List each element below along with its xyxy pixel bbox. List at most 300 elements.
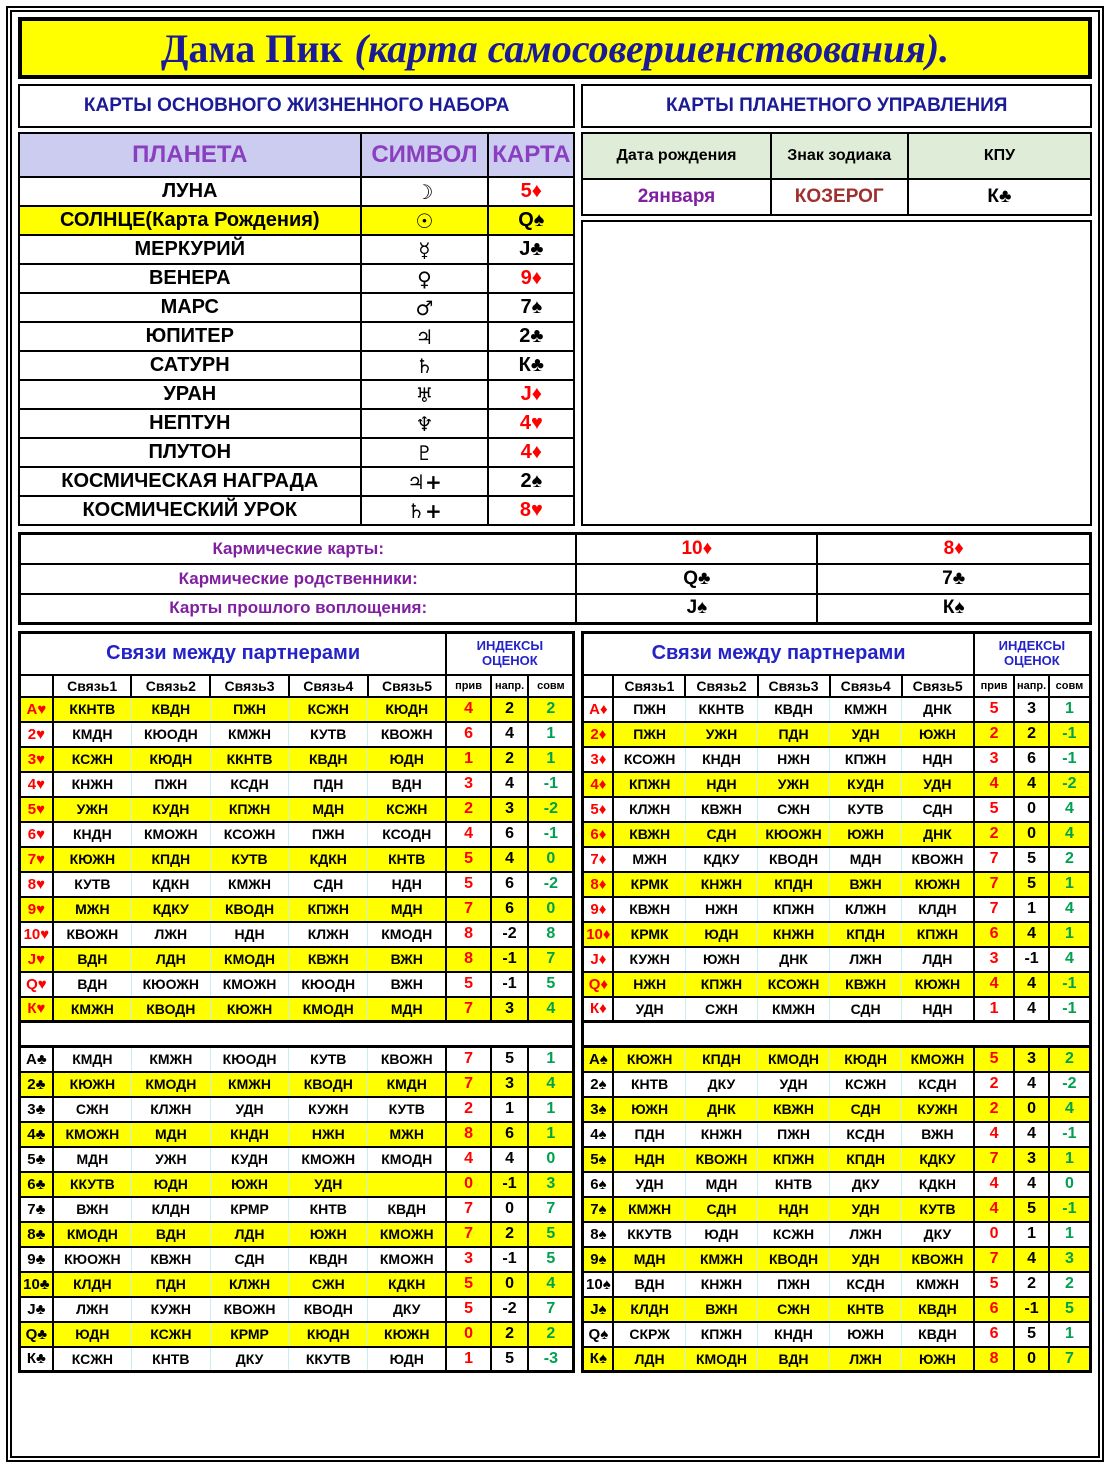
index-priv: 4 [446,822,490,847]
column-link5: Связь5 [368,675,447,697]
link-cell: ЮДН [368,747,447,772]
index-priv: 7 [974,1147,1015,1172]
link-cell: СДН [289,872,368,897]
index-priv: 5 [974,797,1015,822]
link-cell: КМЖН [685,1247,757,1272]
relations-title: Связи между партнерами [20,633,447,675]
relations-title-row [20,633,574,675]
relations-table-left [18,631,575,1373]
link-cell: ВДН [613,1272,685,1297]
planet-card: 8♥ [488,496,574,525]
link-cell: ПДН [758,722,830,747]
link-cell: КМЖН [830,697,902,722]
index-priv: 8 [974,1347,1015,1372]
link-cell: КМОЖН [368,1247,447,1272]
relations-body-left [20,697,574,1372]
link-cell: КУТВ [53,872,132,897]
planet-name: НЕПТУН [19,409,361,438]
planet-card: 5♦ [488,177,574,206]
link-cell: ВЖН [830,872,902,897]
card-label: Q♥ [20,972,53,997]
link-cell: КДКН [131,872,210,897]
index-sovm: 2 [1049,1272,1091,1297]
index-napr: 6 [491,1122,529,1147]
planet-symbol: ♀ [361,264,489,293]
index-priv: 0 [446,1322,490,1347]
index-priv: 5 [446,1297,490,1322]
planet-symbol: ♆ [361,409,489,438]
index-priv: 6 [446,722,490,747]
planet-row [19,264,574,293]
index-sovm: 1 [1049,697,1091,722]
card-label: А♥ [20,697,53,722]
index-napr: 4 [491,1147,529,1172]
index-sovm: 0 [528,847,574,872]
planet-name: МАРС [19,293,361,322]
card-label: К♦ [583,997,613,1022]
link-cell: КНТВ [289,1197,368,1222]
relation-row [20,997,574,1022]
link-cell: ККНТВ [210,747,289,772]
card-label: 9♥ [20,897,53,922]
link-cell: ККУТВ [53,1172,132,1197]
link-cell: ЮЖН [830,1322,902,1347]
page-frame [6,6,1104,1462]
index-sovm: 1 [528,1047,574,1072]
link-cell: ПЖН [613,697,685,722]
relation-row [20,972,574,997]
index-priv: 3 [446,772,490,797]
index-sovm: -1 [1049,997,1091,1022]
index-napr: 0 [1014,822,1049,847]
link-cell: СЖН [685,997,757,1022]
relation-row [20,1222,574,1247]
index-priv: 2 [974,1097,1015,1122]
planet-name: ВЕНЕРА [19,264,361,293]
index-napr: -1 [491,972,529,997]
index-napr: 6 [491,822,529,847]
index-napr: 2 [491,747,529,772]
index-sovm: -1 [1049,972,1091,997]
link-cell: КРМК [613,922,685,947]
link-cell: КЮЖН [613,1047,685,1072]
link-cell: ВЖН [902,1122,974,1147]
link-cell: УЖН [131,1147,210,1172]
planet-name: ПЛУТОН [19,438,361,467]
link-cell: СЖН [53,1097,132,1122]
link-cell: КУДН [131,797,210,822]
link-cell: ЮЖН [902,722,974,747]
relation-row [583,1297,1091,1322]
index-napr: 0 [1014,1097,1049,1122]
link-cell: КМОЖН [289,1147,368,1172]
management-table [581,132,1092,216]
link-cell: КСДН [830,1272,902,1297]
planet-name: КОСМИЧЕСКАЯ НАГРАДА [19,467,361,496]
column-napr: напр. [491,675,529,697]
index-napr: 4 [1014,1122,1049,1147]
link-cell: КНЖН [53,772,132,797]
index-priv: 4 [974,1172,1015,1197]
link-cell: ДКУ [685,1072,757,1097]
karmic-card: 7♣ [817,564,1090,594]
link-cell [368,1172,447,1197]
link-cell: МДН [368,897,447,922]
index-sovm: -2 [1049,1072,1091,1097]
link-cell: КВЖН [830,972,902,997]
planet-symbol: ♄+ [361,496,489,525]
karmic-row [20,564,1091,594]
index-napr: 3 [1014,1147,1049,1172]
relation-row [583,1197,1091,1222]
index-priv: 4 [446,1147,490,1172]
karmic-label: Кармические карты: [20,534,577,564]
card-label: 4♦ [583,772,613,797]
relations-subheader-row [20,675,574,697]
link-cell: УДН [902,772,974,797]
index-sovm: -1 [1049,722,1091,747]
relation-row [20,1297,574,1322]
index-sovm: 2 [528,1322,574,1347]
index-napr: -1 [1014,1297,1049,1322]
card-label: J♠ [583,1297,613,1322]
link-cell: КЛЖН [613,797,685,822]
index-priv: 7 [446,1047,490,1072]
planet-name: САТУРН [19,351,361,380]
index-napr: 2 [1014,1272,1049,1297]
link-cell: КСОЖН [613,747,685,772]
link-cell: КНДН [685,747,757,772]
link-cell: ВДН [53,947,132,972]
index-sovm: 7 [1049,1347,1091,1372]
card-label: 10♣ [20,1272,53,1297]
block-separator [20,1022,574,1047]
card-label: 8♥ [20,872,53,897]
link-cell: КМЖН [53,997,132,1022]
relation-row [583,697,1091,722]
link-cell: КПДН [131,847,210,872]
index-napr: 1 [1014,897,1049,922]
index-sovm: 3 [528,1172,574,1197]
karmic-row [20,534,1091,564]
link-cell: КПЖН [613,772,685,797]
index-napr: 4 [1014,1072,1049,1097]
link-cell: КЮЖН [902,972,974,997]
planet-symbol: ☿ [361,235,489,264]
planet-name: ЮПИТЕР [19,322,361,351]
index-priv: 1 [446,1347,490,1372]
link-cell: КСЖН [53,1347,132,1372]
link-cell: КСОЖН [210,822,289,847]
card-label: А♣ [20,1047,53,1072]
planet-row [19,235,574,264]
column-link2: Связь2 [685,675,757,697]
index-priv: 4 [974,1122,1015,1147]
planet-symbol: ♅ [361,380,489,409]
link-cell: ПДН [289,772,368,797]
link-cell: ПЖН [131,772,210,797]
link-cell: КПДН [830,1147,902,1172]
link-cell: СДН [830,1097,902,1122]
link-cell: КСДН [902,1072,974,1097]
index-napr: 4 [1014,1172,1049,1197]
relation-row [20,747,574,772]
link-cell: УЖН [758,772,830,797]
link-cell: КВДН [758,697,830,722]
relation-row [583,1147,1091,1172]
link-cell: КЮОЖН [758,822,830,847]
link-cell: КМОДН [289,997,368,1022]
karmic-row [20,594,1091,624]
link-cell: КМДН [53,1047,132,1072]
link-cell: КУЖН [289,1097,368,1122]
index-priv: 4 [974,972,1015,997]
index-sovm: 4 [528,1072,574,1097]
card-label: К♠ [583,1347,613,1372]
index-priv: 7 [446,897,490,922]
management-empty-area [581,220,1092,526]
link-cell: КПДН [758,872,830,897]
link-cell: ККУТВ [289,1347,368,1372]
card-label: 5♣ [20,1147,53,1172]
link-cell: КВОДН [131,997,210,1022]
index-sovm: 1 [1049,1322,1091,1347]
index-priv: 6 [974,1297,1015,1322]
link-cell: КВЖН [613,822,685,847]
planet-card: 9♦ [488,264,574,293]
index-napr: -1 [491,1247,529,1272]
link-cell: КСЖН [758,1222,830,1247]
link-cell: СКРЖ [613,1322,685,1347]
link-cell: КНТВ [830,1297,902,1322]
link-cell: КВОДН [758,1247,830,1272]
card-label: 3♣ [20,1097,53,1122]
planet-row [19,496,574,525]
link-cell: КВЖН [131,1247,210,1272]
link-cell: ПДН [613,1122,685,1147]
link-cell: УДН [210,1097,289,1122]
link-cell: КЮДН [830,1047,902,1072]
link-cell: ЮЖН [210,1172,289,1197]
index-napr: 4 [491,722,529,747]
planet-symbol: ♃+ [361,467,489,496]
index-napr: 4 [491,847,529,872]
link-cell: КСЖН [53,747,132,772]
index-sovm: 5 [528,972,574,997]
index-priv: 5 [446,847,490,872]
link-cell: ВЖН [368,947,447,972]
index-priv: 6 [974,922,1015,947]
relation-row [583,947,1091,972]
link-cell: КЮДН [131,747,210,772]
management-header-row [582,133,1091,179]
link-cell: КМОДН [210,947,289,972]
relation-row [20,697,574,722]
karmic-card: К♠ [817,594,1090,624]
card-label: 2♦ [583,722,613,747]
card-label: 3♥ [20,747,53,772]
index-napr: -1 [491,1172,529,1197]
link-cell: КНТВ [758,1172,830,1197]
card-label: 7♦ [583,847,613,872]
column-link2: Связь2 [131,675,210,697]
link-cell: СЖН [289,1272,368,1297]
link-cell: МДН [613,1247,685,1272]
link-cell: КДКУ [902,1147,974,1172]
link-cell: КЛЖН [830,897,902,922]
link-cell: КСОДН [368,822,447,847]
link-cell: КУДН [830,772,902,797]
life-set-header: КАРТЫ ОСНОВНОГО ЖИЗНЕННОГО НАБОРА [18,84,575,128]
index-sovm: -1 [1049,1197,1091,1222]
index-napr: 4 [1014,772,1049,797]
planet-symbol: ♄ [361,351,489,380]
index-sovm: 1 [1049,1222,1091,1247]
index-napr: 1 [491,1097,529,1122]
link-cell: КУЖН [131,1297,210,1322]
relation-row [20,1122,574,1147]
link-cell: НДН [613,1147,685,1172]
link-cell: ВДН [368,772,447,797]
link-cell: ЮДН [131,1172,210,1197]
index-priv: 0 [974,1222,1015,1247]
link-cell: НДН [210,922,289,947]
index-napr: 4 [1014,972,1049,997]
index-priv: 1 [446,747,490,772]
link-cell: КМОЖН [131,822,210,847]
link-cell: НЖН [758,747,830,772]
birth-date-value: 2января [582,179,770,215]
column-zodiac: Знак зодиака [771,133,908,179]
link-cell: СДН [902,797,974,822]
link-cell: КМОДН [758,1047,830,1072]
index-napr: 4 [1014,997,1049,1022]
link-cell: КЛЖН [131,1097,210,1122]
relation-row [583,972,1091,997]
index-title: ИНДЕКСЫ ОЦЕНОК [974,633,1091,675]
link-cell: ПЖН [758,1272,830,1297]
index-priv: 8 [446,1122,490,1147]
planet-card: J♣ [488,235,574,264]
link-cell: КЮОДН [131,722,210,747]
link-cell: ЮЖН [613,1097,685,1122]
link-cell: КМОДН [685,1347,757,1372]
link-cell: КЛДН [131,1197,210,1222]
index-sovm: 2 [1049,1047,1091,1072]
relation-row [583,722,1091,747]
link-cell: КУТВ [368,1097,447,1122]
relation-row [583,1272,1091,1297]
link-cell: КЛДН [613,1297,685,1322]
link-cell: КПЖН [210,797,289,822]
index-sovm: -1 [528,822,574,847]
link-cell: КУТВ [289,1047,368,1072]
index-sovm: 1 [1049,1147,1091,1172]
column-link3: Связь3 [210,675,289,697]
index-sovm: -3 [528,1347,574,1372]
link-cell: КУДН [210,1147,289,1172]
link-cell: КМОДН [131,1072,210,1097]
column-sovm: совм [1049,675,1091,697]
card-label: Q♦ [583,972,613,997]
link-cell: ПЖН [210,697,289,722]
link-cell: ЮДН [53,1322,132,1347]
link-cell: КПЖН [685,1322,757,1347]
card-label: 7♣ [20,1197,53,1222]
link-cell: СЖН [758,797,830,822]
index-priv: 7 [446,1072,490,1097]
link-cell: ВДН [758,1347,830,1372]
relations-title: Связи между партнерами [583,633,974,675]
zodiac-value: КОЗЕРОГ [771,179,908,215]
link-cell: КМЖН [613,1197,685,1222]
link-cell: КНТВ [613,1072,685,1097]
link-cell: КСЖН [131,1322,210,1347]
card-label: 9♦ [583,897,613,922]
planet-card: 7♠ [488,293,574,322]
link-cell: КДКН [902,1172,974,1197]
card-label: 9♣ [20,1247,53,1272]
kpu-value: К♣ [908,179,1091,215]
block-separator [583,1022,1091,1047]
relation-row [583,1247,1091,1272]
planet-card: Q♠ [488,206,574,235]
link-cell: НЖН [289,1122,368,1147]
index-priv: 7 [974,897,1015,922]
index-napr: 0 [491,1272,529,1297]
life-set-table [18,132,575,526]
link-cell: КЮОЖН [53,1247,132,1272]
index-sovm: 4 [1049,797,1091,822]
index-priv: 5 [446,972,490,997]
relations-table-right [581,631,1092,1373]
planet-row [19,409,574,438]
card-label: 3♦ [583,747,613,772]
link-cell: КРМК [613,872,685,897]
link-cell: КМЖН [902,1272,974,1297]
link-cell: КСДН [830,1122,902,1147]
block-separator-cell [583,1022,1091,1047]
card-label: 5♥ [20,797,53,822]
karmic-card: 8♦ [817,534,1090,564]
link-cell: ККУТВ [613,1222,685,1247]
index-sovm: 4 [528,997,574,1022]
card-label: 10♠ [583,1272,613,1297]
column-symbol: СИМВОЛ [361,133,489,177]
index-priv: 8 [446,947,490,972]
link-cell: КМОДН [53,1222,132,1247]
index-napr: 5 [1014,1197,1049,1222]
planet-card: К♣ [488,351,574,380]
link-cell: МДН [53,1147,132,1172]
index-napr: 5 [1014,1322,1049,1347]
index-sovm: -1 [1049,747,1091,772]
link-cell: ЮДН [368,1347,447,1372]
index-sovm: 1 [1049,872,1091,897]
link-cell: УДН [758,1072,830,1097]
index-priv: 1 [974,997,1015,1022]
card-label: 6♥ [20,822,53,847]
card-column-header [20,675,53,697]
link-cell: УДН [830,1197,902,1222]
link-cell: КМОДН [368,1147,447,1172]
column-priv: прив [974,675,1015,697]
link-cell: НДН [685,772,757,797]
index-priv: 2 [446,1097,490,1122]
relation-row [20,947,574,972]
card-label: J♦ [583,947,613,972]
link-cell: КРМР [210,1322,289,1347]
